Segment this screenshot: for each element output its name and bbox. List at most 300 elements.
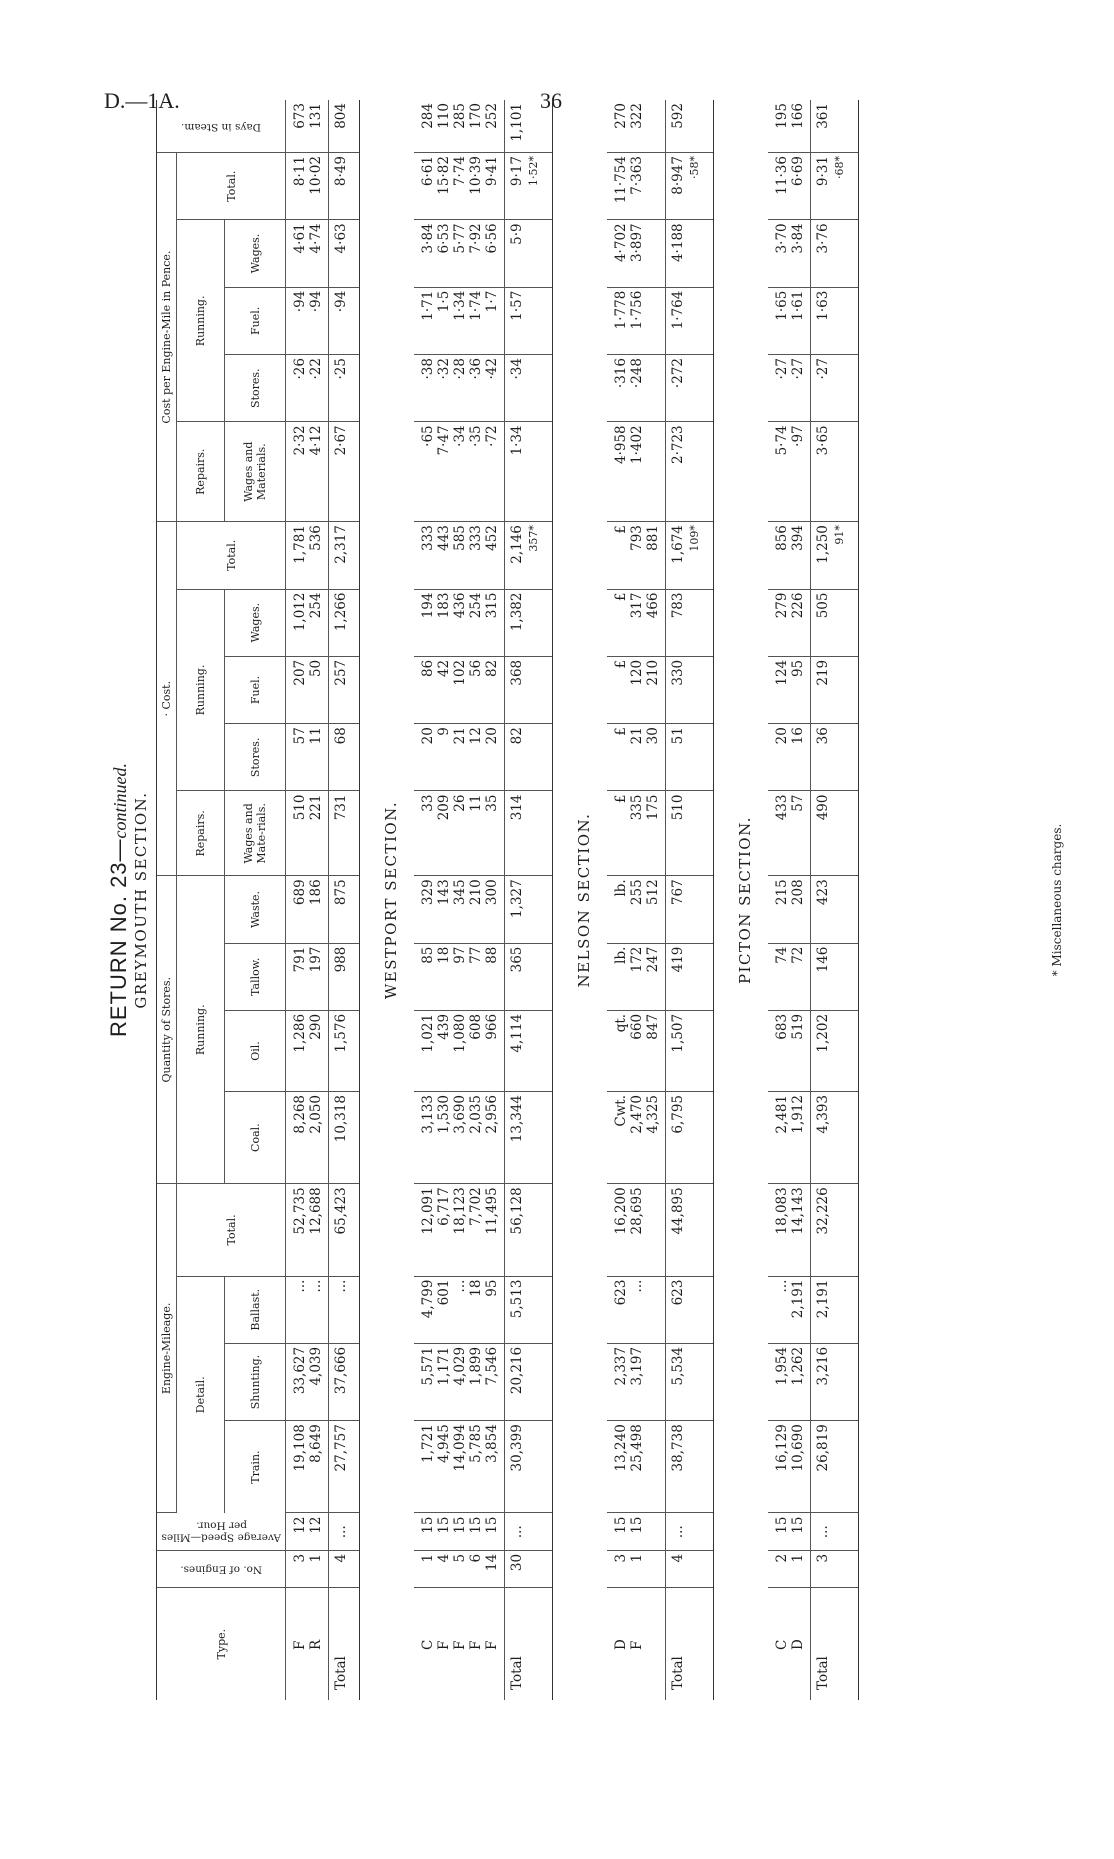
table-cell: 86 42 102 56 82 xyxy=(414,656,505,723)
total-cell xyxy=(505,422,553,522)
table-row xyxy=(286,100,329,1700)
total-cell xyxy=(505,1421,553,1513)
title-block xyxy=(100,100,150,1700)
total-value: 330 xyxy=(670,659,686,686)
total-cell xyxy=(329,1091,360,1183)
total-value: 20,216 xyxy=(509,1346,525,1395)
total-value: 2,146 xyxy=(509,525,525,564)
total-value: 5·9 xyxy=(509,223,525,245)
total-value: ... xyxy=(333,1279,349,1293)
total-cell xyxy=(666,791,714,876)
table-cell: 329 143 345 210 300 xyxy=(414,876,505,943)
total-value: 1,576 xyxy=(333,1013,349,1053)
total-cell xyxy=(811,422,859,522)
col-head-pence-fuel: Fuel. xyxy=(225,287,286,354)
total-value: 9·17 xyxy=(509,156,525,187)
table-cell: 333 443 585 333 452 xyxy=(414,522,505,589)
total-cell xyxy=(666,876,714,943)
total-value: 2·67 xyxy=(333,425,349,456)
total-value: 26,819 xyxy=(815,1424,831,1472)
table-cell: 52,735 12,688 xyxy=(286,1184,329,1276)
table-cell: 16,129 10,690 xyxy=(768,1421,811,1513)
total-cell xyxy=(329,589,360,656)
table-cell: 11·36 6·69 xyxy=(768,153,811,220)
table-cell: 1·71 1·5 1·34 1·74 1·7 xyxy=(414,287,505,354)
total-value: 36 xyxy=(815,727,831,745)
total-cell xyxy=(329,100,360,153)
table-cell: 8·11 10·02 xyxy=(286,153,329,220)
total-cell xyxy=(505,153,553,220)
total-cell xyxy=(811,100,859,153)
misc-charges-pence: ·58* xyxy=(688,156,701,180)
table-cell: 689 186 xyxy=(286,876,329,943)
total-cell xyxy=(329,1343,360,1420)
total-value: ... xyxy=(509,1525,525,1539)
total-value: 3·76 xyxy=(815,223,831,254)
col-head-no-engines: No. of Engines. xyxy=(157,1550,286,1587)
total-cell xyxy=(505,1184,553,1276)
total-value: 490 xyxy=(815,794,831,821)
table-cell: 11·754 7·363 xyxy=(607,153,666,220)
total-value: 38,738 xyxy=(670,1424,686,1472)
total-value: 1,382 xyxy=(509,592,525,632)
col-head-pence-wages: Wages. xyxy=(225,220,286,287)
table-cell: 15 15 15 15 15 xyxy=(414,1513,505,1550)
engine-type-codes: F R xyxy=(292,1639,324,1650)
total-row xyxy=(505,100,553,1700)
total-value: ·25 xyxy=(333,358,349,380)
col-head-ballast: Ballast. xyxy=(225,1276,286,1343)
table-cell: £ 335 175 xyxy=(607,791,666,876)
table-cell: 2·32 4·12 xyxy=(286,422,329,522)
total-value: 365 xyxy=(509,946,525,973)
total-cell xyxy=(505,1091,553,1183)
total-cell xyxy=(329,220,360,287)
table-cell: 57 11 xyxy=(286,724,329,791)
col-head-cost-running: Running. xyxy=(177,589,225,791)
total-value: 4·63 xyxy=(333,223,349,254)
total-cell xyxy=(505,876,553,943)
total-value: 1,507 xyxy=(670,1013,686,1053)
total-cell xyxy=(666,656,714,723)
total-value: 13,344 xyxy=(509,1094,525,1143)
table-cell: 2 1 xyxy=(768,1550,811,1587)
total-cell xyxy=(666,220,714,287)
total-row xyxy=(811,100,859,1700)
table-cell: 215 208 xyxy=(768,876,811,943)
total-value: 314 xyxy=(509,794,525,821)
total-cell xyxy=(329,1184,360,1276)
total-cell xyxy=(505,100,553,153)
table-cell: 6·61 15·82 7·74 10·39 9·41 xyxy=(414,153,505,220)
col-head-pence-wages-materials: Wages and Materials. xyxy=(225,422,286,522)
table-cell: 1·778 1·756 xyxy=(607,287,666,354)
total-cell xyxy=(505,1550,553,1587)
table-cell: 284 110 285 170 252 xyxy=(414,100,505,153)
type-cell xyxy=(607,1588,666,1700)
table-cell: ·94 ·94 xyxy=(286,287,329,354)
total-cell xyxy=(329,1550,360,1587)
table-cell: 85 18 97 77 88 xyxy=(414,943,505,1010)
table-cell: 623 ... xyxy=(607,1276,666,1343)
table-cell: 12,091 6,717 18,123 7,702 11,495 xyxy=(414,1184,505,1276)
total-value: 146 xyxy=(815,946,831,973)
total-cell xyxy=(811,1184,859,1276)
section-heading: WESTPORT SECTION. xyxy=(382,800,400,1000)
total-cell xyxy=(505,656,553,723)
table-cell: 1,781 536 xyxy=(286,522,329,589)
misc-charges-pence: 1·52* xyxy=(527,156,540,187)
total-value: 2,191 xyxy=(815,1279,831,1319)
table-cell: 20 16 xyxy=(768,724,811,791)
total-value: 4 xyxy=(333,1553,349,1563)
total-value: 1,101 xyxy=(509,103,525,142)
total-value: 783 xyxy=(670,592,686,619)
total-value: 56,128 xyxy=(509,1187,525,1235)
table-cell: 4·61 4·74 xyxy=(286,220,329,287)
table-cell: 13,240 25,498 xyxy=(607,1421,666,1513)
table-cell: £ 21 30 xyxy=(607,724,666,791)
total-value: 767 xyxy=(670,879,686,906)
total-value: 219 xyxy=(815,659,831,686)
total-cell xyxy=(666,1091,714,1183)
total-value: 623 xyxy=(670,1279,686,1306)
total-cell xyxy=(505,220,553,287)
total-value: 10,318 xyxy=(333,1094,349,1143)
total-value: ·34 xyxy=(509,358,525,380)
total-cell xyxy=(666,1513,714,1550)
total-cell xyxy=(329,943,360,1010)
total-cell xyxy=(666,724,714,791)
total-cell xyxy=(666,422,714,522)
total-cell xyxy=(666,1343,714,1420)
total-value: 4,114 xyxy=(509,1013,525,1053)
table-cell: 18,083 14,143 xyxy=(768,1184,811,1276)
total-cell xyxy=(811,724,859,791)
col-head-detail: Detail. xyxy=(177,1276,225,1513)
total-cell xyxy=(329,422,360,522)
col-head-days-in-steam: Days in Steam. xyxy=(157,100,286,153)
type-cell xyxy=(414,1588,505,1700)
total-value: 8·49 xyxy=(333,156,349,187)
col-head-cost-wages-materials: Wages and Mate-rials. xyxy=(225,791,286,876)
total-value: 44,895 xyxy=(670,1187,686,1235)
table-cell: 1,954 1,262 xyxy=(768,1343,811,1420)
table-row xyxy=(414,100,505,1700)
misc-charges-pence: ·68* xyxy=(833,156,846,180)
table-cell: Cwt. 2,470 4,325 xyxy=(607,1091,666,1183)
total-value: 82 xyxy=(509,727,525,745)
total-value: 3 xyxy=(815,1553,831,1563)
col-head-coal: Coal. xyxy=(225,1091,286,1183)
total-cell xyxy=(666,100,714,153)
total-cell xyxy=(811,1421,859,1513)
table-cell: 12 12 xyxy=(286,1513,329,1550)
col-head-cost-repairs: Repairs. xyxy=(177,791,225,876)
total-cell xyxy=(666,522,714,589)
total-value: 4·188 xyxy=(670,223,686,263)
total-cell xyxy=(329,1276,360,1343)
total-cell xyxy=(811,876,859,943)
total-cell xyxy=(666,1276,714,1343)
total-cell xyxy=(505,724,553,791)
col-head-quantity-of-stores: Quantity of Stores. xyxy=(157,876,177,1184)
total-value: 6,795 xyxy=(670,1094,686,1134)
table-cell: qt. 660 847 xyxy=(607,1010,666,1091)
total-cell xyxy=(811,943,859,1010)
engine-type-codes: C D xyxy=(774,1639,806,1650)
total-cell xyxy=(329,287,360,354)
table-cell: 33,627 4,039 xyxy=(286,1343,329,1420)
table-cell: 1,021 439 1,080 608 966 xyxy=(414,1010,505,1091)
total-value: 731 xyxy=(333,794,349,821)
table-cell: 1·65 1·61 xyxy=(768,287,811,354)
total-value: 1·63 xyxy=(815,290,831,321)
total-cell xyxy=(811,1010,859,1091)
return-title-continued: continued. xyxy=(110,762,130,839)
table-cell: 2,481 1,912 xyxy=(768,1091,811,1183)
table-cell: 15 15 xyxy=(768,1513,811,1550)
total-cell xyxy=(329,1513,360,1550)
total-value: 1·57 xyxy=(509,290,525,321)
total-value: 37,666 xyxy=(333,1346,349,1395)
total-value: 68 xyxy=(333,727,349,745)
total-cell xyxy=(811,1343,859,1420)
total-cell xyxy=(666,1421,714,1513)
total-value: ·27 xyxy=(815,358,831,380)
total-value: 1,266 xyxy=(333,592,349,632)
total-value: 988 xyxy=(333,946,349,973)
type-cell xyxy=(768,1588,811,1700)
total-cell xyxy=(811,153,859,220)
col-head-pence-running: Running. xyxy=(177,220,225,422)
total-value: 5,534 xyxy=(670,1346,686,1386)
total-value: 1·34 xyxy=(509,425,525,456)
table-cell: lb. 255 512 xyxy=(607,876,666,943)
table-cell: 124 95 xyxy=(768,656,811,723)
total-value: ·94 xyxy=(333,290,349,313)
total-cell xyxy=(329,876,360,943)
table-cell: 856 394 xyxy=(768,522,811,589)
total-value: 361 xyxy=(815,103,831,129)
total-value: 9·31 xyxy=(815,156,831,187)
col-head-mileage-total: Total. xyxy=(177,1184,286,1276)
return-title xyxy=(106,100,132,1700)
table-cell: 1,721 4,945 14,094 5,785 3,854 xyxy=(414,1421,505,1513)
total-value: 423 xyxy=(815,879,831,906)
table-cell: 510 221 xyxy=(286,791,329,876)
col-head-engine-mileage: Engine-Mileage. xyxy=(157,1184,177,1513)
total-value: ·272 xyxy=(670,358,686,389)
misc-charges-value: 91* xyxy=(833,525,846,545)
total-value: 1,327 xyxy=(509,879,525,918)
table-cell: 1 4 5 6 14 xyxy=(414,1550,505,1587)
total-cell xyxy=(505,1343,553,1420)
col-head-train: Train. xyxy=(225,1421,286,1513)
table-cell: 4·958 1·402 xyxy=(607,422,666,522)
total-value: 65,423 xyxy=(333,1187,349,1235)
type-cell xyxy=(286,1588,329,1700)
total-value: 510 xyxy=(670,794,686,821)
table-cell: 3,133 1,530 3,690 2,035 2,956 xyxy=(414,1091,505,1183)
total-value: 3,216 xyxy=(815,1346,831,1386)
total-label: Total xyxy=(666,1588,714,1700)
total-cell xyxy=(505,1276,553,1343)
col-head-stores-running: Running. xyxy=(177,876,225,1184)
table-cell: 791 197 xyxy=(286,943,329,1010)
total-cell xyxy=(666,1010,714,1091)
total-value: 368 xyxy=(509,659,525,686)
total-cell xyxy=(811,1550,859,1587)
col-head-cost-fuel: Fuel. xyxy=(225,656,286,723)
total-row xyxy=(666,100,714,1700)
table-cell: 16,200 28,695 xyxy=(607,1184,666,1276)
section-heading-row xyxy=(714,100,769,1700)
table-cell: 3 1 xyxy=(607,1550,666,1587)
table-cell: 1,286 290 xyxy=(286,1010,329,1091)
total-cell xyxy=(505,1513,553,1550)
total-cell xyxy=(811,1276,859,1343)
total-value: 4,393 xyxy=(815,1094,831,1134)
section-heading-row xyxy=(553,100,608,1700)
table-cell: 20 9 21 12 20 xyxy=(414,724,505,791)
total-value: 4 xyxy=(670,1553,686,1563)
table-cell: ... 2,191 xyxy=(768,1276,811,1343)
col-head-avg-speed: Average Speed—Miles per Hour. xyxy=(157,1513,286,1550)
total-cell xyxy=(505,1010,553,1091)
section-heading-row xyxy=(360,100,415,1700)
col-head-waste: Waste. xyxy=(225,876,286,943)
col-head-cost-total: Total. xyxy=(177,522,286,589)
table-cell: lb. 172 247 xyxy=(607,943,666,1010)
col-head-tallow: Tallow. xyxy=(225,943,286,1010)
rotated-table-block xyxy=(100,100,1064,1700)
total-value: 419 xyxy=(670,946,686,973)
table-cell: 8,268 2,050 xyxy=(286,1091,329,1183)
total-value: ... xyxy=(815,1525,831,1539)
table-cell: ... ... xyxy=(286,1276,329,1343)
total-cell xyxy=(811,220,859,287)
return-title-main: RETURN No. 23— xyxy=(106,838,131,1038)
total-value: 2,317 xyxy=(333,525,349,564)
total-value: 32,226 xyxy=(815,1187,831,1235)
table-cell: 3·70 3·84 xyxy=(768,220,811,287)
col-head-pence-repairs: Repairs. xyxy=(177,422,225,522)
total-row xyxy=(329,100,360,1700)
total-cell xyxy=(811,522,859,589)
total-value: 51 xyxy=(670,727,686,745)
table-cell: ·316 ·248 xyxy=(607,355,666,422)
total-value: 8·947 xyxy=(670,156,686,195)
col-head-cost-per-mile: Cost per Engine-Mile in Pence. xyxy=(157,153,177,522)
total-label: Total xyxy=(505,1588,553,1700)
table-row xyxy=(607,100,666,1700)
table-cell: 3 1 xyxy=(286,1550,329,1587)
col-head-cost-stores: Stores. xyxy=(225,724,286,791)
table-cell: 683 519 xyxy=(768,1010,811,1091)
total-cell xyxy=(329,724,360,791)
total-cell xyxy=(329,1421,360,1513)
section-heading: PICTON SECTION. xyxy=(736,815,754,985)
table-cell: ·26 ·22 xyxy=(286,355,329,422)
total-cell xyxy=(811,656,859,723)
page-number: 36 xyxy=(540,88,562,113)
col-head-type: Type. xyxy=(157,1588,286,1700)
table-cell: 15 15 xyxy=(607,1513,666,1550)
total-cell xyxy=(505,522,553,589)
total-value: 505 xyxy=(815,592,831,619)
table-cell: ·65 7·47 ·34 ·35 ·72 xyxy=(414,422,505,522)
table-cell: 2,337 3,197 xyxy=(607,1343,666,1420)
total-value: ... xyxy=(670,1525,686,1539)
col-head-cost-wages: Wages. xyxy=(225,589,286,656)
total-label: Total xyxy=(329,1588,360,1700)
total-cell xyxy=(329,153,360,220)
table-cell: ·38 ·32 ·28 ·36 ·42 xyxy=(414,355,505,422)
table-cell: 195 166 xyxy=(768,100,811,153)
col-head-cost: · Cost. xyxy=(157,522,177,876)
table-cell: 270 322 xyxy=(607,100,666,153)
total-cell xyxy=(505,943,553,1010)
table-cell: 5,571 1,171 4,029 1,899 7,546 xyxy=(414,1343,505,1420)
table-cell: £ 120 210 xyxy=(607,656,666,723)
total-cell xyxy=(329,1010,360,1091)
total-cell xyxy=(666,589,714,656)
total-cell xyxy=(666,1184,714,1276)
total-value: 2·723 xyxy=(670,425,686,465)
table-cell: 433 57 xyxy=(768,791,811,876)
table-cell: 207 50 xyxy=(286,656,329,723)
total-cell xyxy=(666,943,714,1010)
col-head-shunting: Shunting. xyxy=(225,1343,286,1420)
total-cell xyxy=(505,791,553,876)
misc-charges-value: 109* xyxy=(688,525,701,552)
total-value: 1,674 xyxy=(670,525,686,564)
total-cell xyxy=(329,355,360,422)
total-value: 257 xyxy=(333,659,349,686)
total-value: 875 xyxy=(333,879,349,906)
total-value: 27,757 xyxy=(333,1424,349,1472)
table-cell: 19,108 8,649 xyxy=(286,1421,329,1513)
table-cell: 74 72 xyxy=(768,943,811,1010)
total-value: ... xyxy=(333,1525,349,1539)
total-cell xyxy=(505,355,553,422)
page-header-left: D.—1A. xyxy=(104,88,180,113)
table-cell: 4·702 3·897 xyxy=(607,220,666,287)
total-value: 30 xyxy=(509,1553,525,1572)
total-cell xyxy=(811,791,859,876)
section-title-greymouth: GREYMOUTH SECTION. xyxy=(132,791,150,1009)
total-cell xyxy=(666,1550,714,1587)
total-value: 1,250 xyxy=(815,525,831,564)
table-row xyxy=(768,100,811,1700)
table-cell: 33 209 26 11 35 xyxy=(414,791,505,876)
table-cell: 194 183 436 254 315 xyxy=(414,589,505,656)
total-cell xyxy=(329,522,360,589)
table-cell: £ 317 466 xyxy=(607,589,666,656)
total-cell xyxy=(666,287,714,354)
total-value: 30,399 xyxy=(509,1424,525,1472)
section-heading: NELSON SECTION. xyxy=(575,812,593,988)
table-cell: 673 131 xyxy=(286,100,329,153)
total-cell xyxy=(811,589,859,656)
engine-type-codes: D F xyxy=(613,1639,645,1650)
table-cell: 5·74 ·97 xyxy=(768,422,811,522)
total-value: 804 xyxy=(333,103,349,129)
col-head-oil: Oil. xyxy=(225,1010,286,1091)
total-value: 1,202 xyxy=(815,1013,831,1053)
table-cell: ·27 ·27 xyxy=(768,355,811,422)
